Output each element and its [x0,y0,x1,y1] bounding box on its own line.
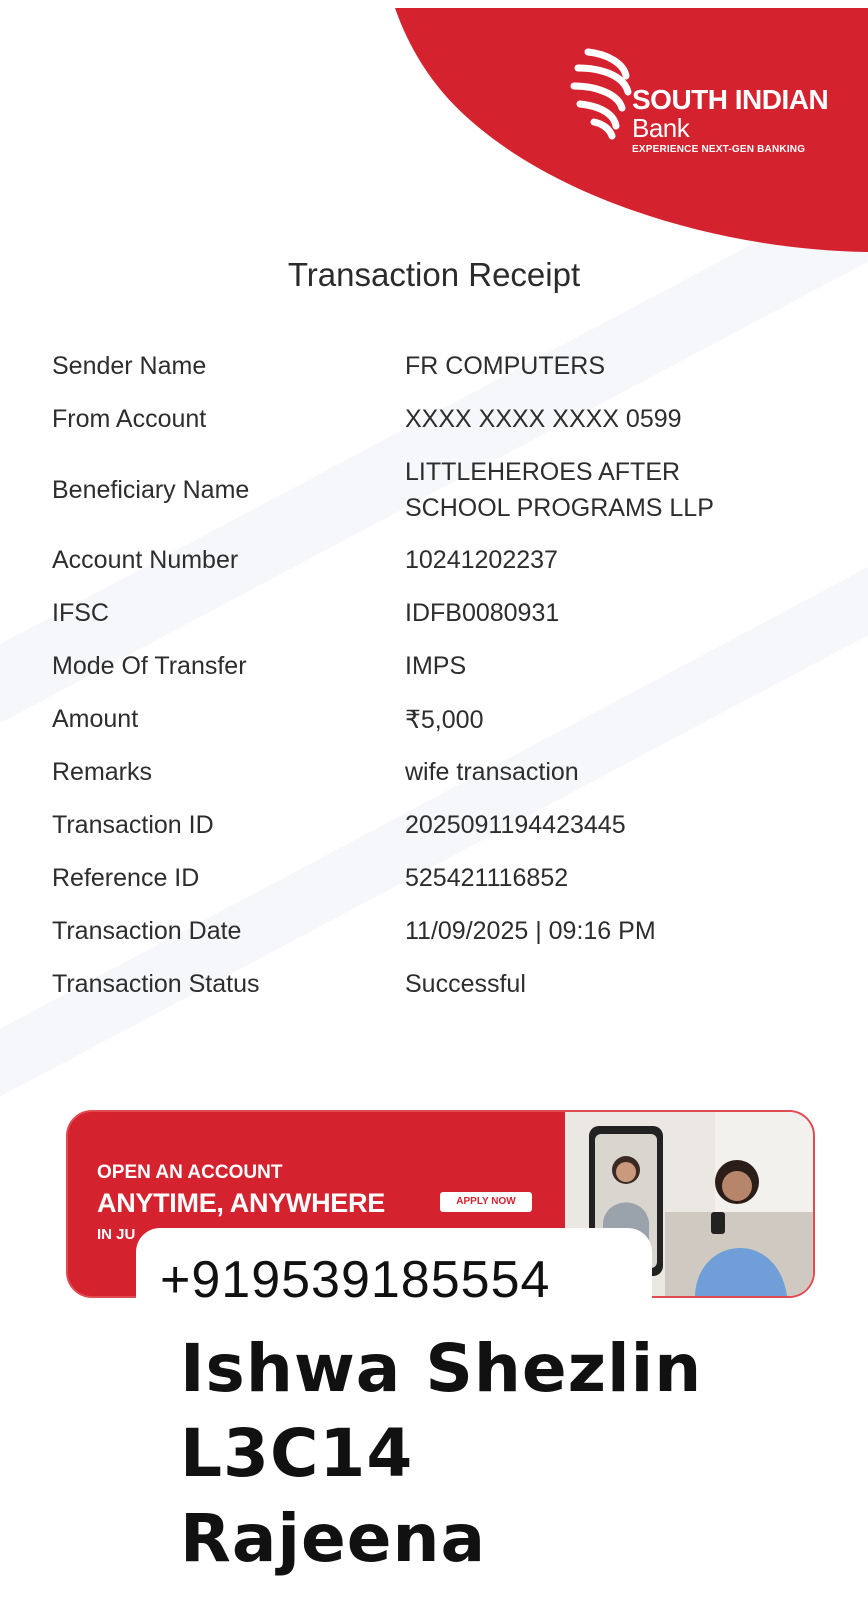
detail-value: 2025091194423445 [405,811,626,839]
overlay-line-name: Ishwa Shezlin [180,1330,703,1407]
detail-label: Transaction Date [52,917,242,945]
detail-label: Transaction ID [52,811,214,839]
detail-label: Sender Name [52,352,207,380]
detail-row-mode-of-transfer [52,640,842,693]
detail-row-beneficiary-name [52,446,842,534]
detail-label: From Account [52,405,207,433]
detail-label: Reference ID [52,864,200,892]
bank-suffix-text: Bank [632,113,690,143]
detail-label: Transaction Status [52,970,260,998]
detail-value: 11/09/2025 | 09:16 PM [405,917,656,945]
detail-row-reference-id [52,852,842,905]
bank-name-text: SOUTH INDIAN [632,84,829,115]
bank-logo-mark-icon [570,44,640,140]
detail-value: ₹5,000 [405,705,484,734]
apply-now-button[interactable]: APPLY NOW [440,1192,532,1212]
bank-logo [570,44,850,164]
detail-row-remarks [52,746,842,799]
bank-name [632,86,850,142]
detail-row-transaction-status [52,958,842,1011]
detail-label: Account Number [52,546,239,574]
detail-value: Successful [405,970,526,998]
detail-row-transaction-id [52,799,842,852]
overlay-line-name-2: Rajeena [180,1500,487,1577]
detail-label: Amount [52,705,139,733]
detail-value: IDFB0080931 [405,599,560,627]
detail-row-transaction-date [52,905,842,958]
detail-row-sender-name [52,340,842,393]
detail-row-account-number [52,534,842,587]
detail-label: Beneficiary Name [52,475,250,504]
banner-line-3: IN JU [97,1226,136,1243]
phone-number: +919539185554 [160,1251,551,1309]
detail-label: Mode Of Transfer [52,652,247,680]
detail-value: wife transaction [405,758,579,786]
detail-row-amount [52,693,842,746]
detail-value: XXXX XXXX XXXX 0599 [405,405,682,433]
banner-line-1: OPEN AN ACCOUNT [97,1162,283,1183]
banner-line-2: ANYTIME, ANYWHERE [97,1188,385,1218]
detail-label: Remarks [52,758,153,786]
bank-tagline: EXPERIENCE NEXT-GEN BANKING [632,144,806,155]
page-title: Transaction Receipt [287,256,581,293]
receipt-details [52,340,842,1011]
overlay-line-code: L3C14 [180,1415,414,1492]
detail-row-ifsc [52,587,842,640]
detail-value: IMPS [405,652,467,680]
detail-value: FR COMPUTERS [405,352,605,380]
detail-value: 10241202237 [405,546,558,574]
detail-value: 525421116852 [405,864,569,892]
detail-value: LITTLEHEROES AFTER SCHOOL PROGRAMS LLP [405,458,714,522]
detail-label: IFSC [52,599,109,627]
detail-row-from-account [52,393,842,446]
